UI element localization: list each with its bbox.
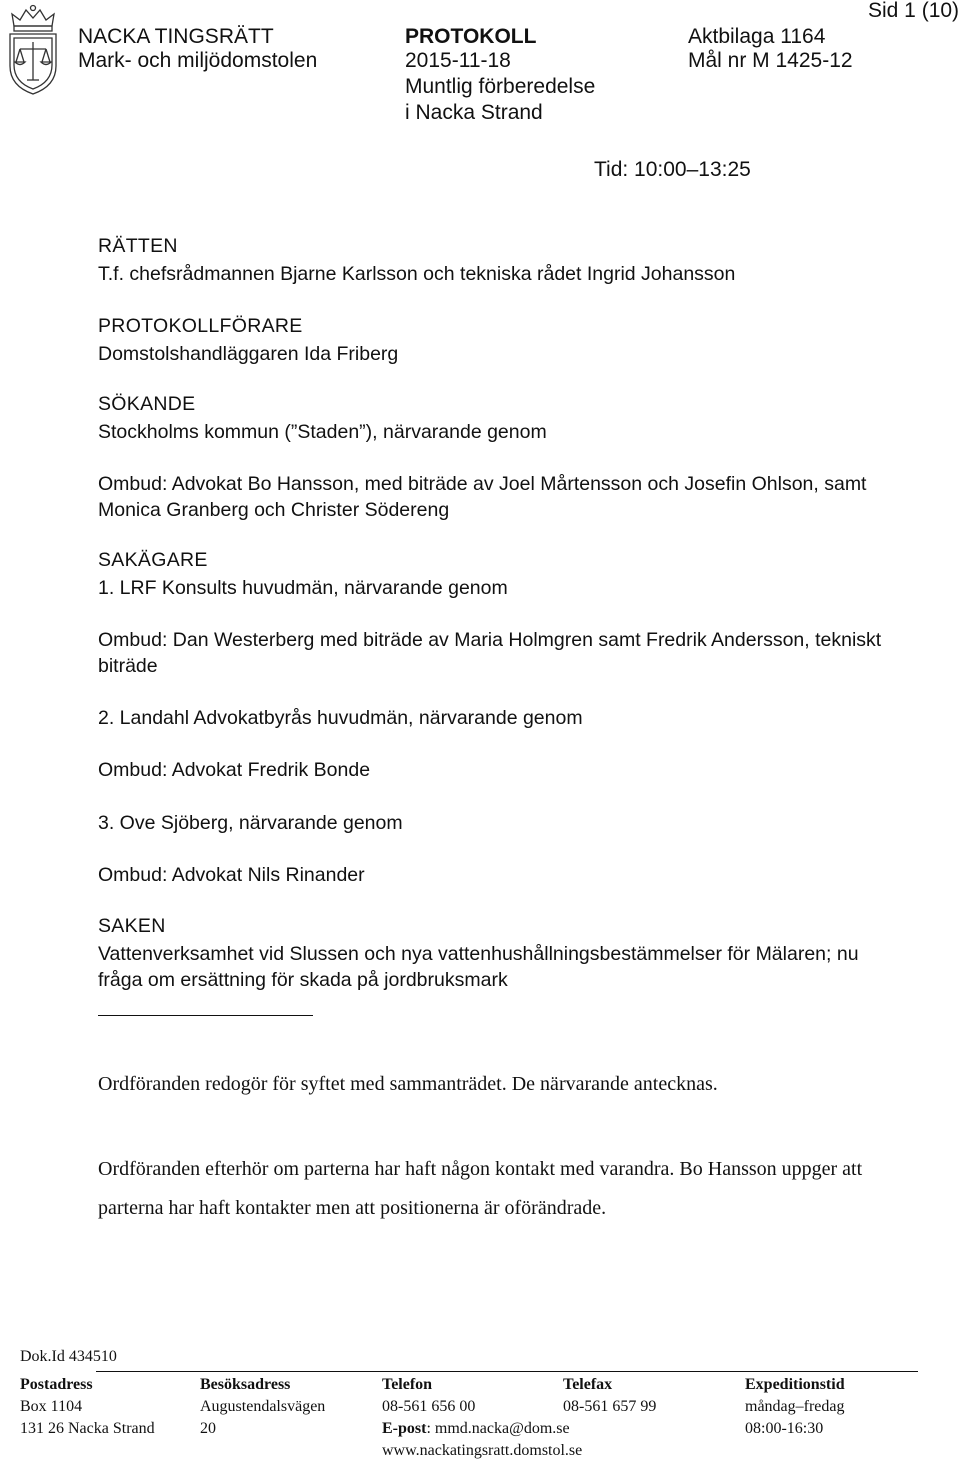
owner-2: 2. Landahl Advokatbyrås huvudmän, närvarande genom: [98, 707, 583, 729]
court-emblem-icon: [2, 4, 64, 96]
hearing-place: i Nacka Strand: [405, 101, 543, 124]
hours-column: [745, 1374, 845, 1440]
doc-date: 2015-11-18: [405, 49, 511, 72]
owner-3-counsel: Ombud: Advokat Nils Rinander: [98, 864, 365, 886]
court-name: NACKA TINGSRÄTT: [78, 25, 274, 48]
paragraph-1: Ordföranden redogör för syftet med sammanträdet. De närvarande antecknas.: [98, 1073, 718, 1095]
doc-id: Dok.Id 434510: [20, 1348, 117, 1365]
owner-1: 1. LRF Konsults huvudmän, närvarande genom: [98, 577, 508, 599]
fax-column: [563, 1374, 656, 1418]
matter-heading: SAKEN: [98, 915, 166, 937]
applicant-heading: SÖKANDE: [98, 393, 196, 415]
postal-line-1: Box 1104: [20, 1398, 83, 1415]
visit-label: Besöksadress: [200, 1376, 291, 1393]
hearing-type: Muntlig förberedelse: [405, 75, 596, 98]
website-link[interactable]: www.nackatingsratt.domstol.se: [382, 1442, 583, 1459]
phone-label: Telefon: [382, 1376, 433, 1393]
visit-column: [200, 1374, 325, 1440]
fax-label: Telefax: [563, 1376, 613, 1393]
phone-value: 08-561 656 00: [382, 1398, 476, 1415]
page-number: Sid 1 (10): [868, 0, 960, 22]
court-division: Mark- och miljödomstolen: [78, 49, 318, 72]
hours-days: måndag–fredag: [745, 1398, 845, 1415]
phone-column: [382, 1374, 582, 1462]
paragraph-2: Ordföranden efterhör om parterna har haft någon kontakt med varandra. Bo Hansson uppger att parterna har haft kontakter men att positionerna är oförändrade.: [98, 1158, 863, 1219]
owner-1-counsel: Ombud: Dan Westerberg med biträde av Maria Holmgren samt Fredrik Andersson, tekniskt biträde: [98, 629, 882, 677]
owner-3: 3. Ove Sjöberg, närvarande genom: [98, 812, 403, 834]
matter-text: Vattenverksamhet vid Slussen och nya vattenhushållningsbestämmelser för Mälaren; nu fråga om ersättning för skada på jordbruksmark: [98, 943, 859, 991]
email-line: [382, 1418, 582, 1440]
visit-line-2: 20: [200, 1420, 216, 1437]
hours-time: 08:00-16:30: [745, 1420, 824, 1437]
separator-line: [98, 1015, 313, 1016]
email-link[interactable]: : mmd.nacka@dom.se: [426, 1420, 570, 1437]
applicant-text: Stockholms kommun (”Staden”), närvarande genom: [98, 421, 547, 443]
owner-2-counsel: Ombud: Advokat Fredrik Bonde: [98, 759, 371, 781]
postal-line-2: 131 26 Nacka Strand: [20, 1420, 155, 1437]
applicant-counsel: Ombud: Advokat Bo Hansson, med biträde av Joel Mårtensson och Josefin Ohlson, samt Monica Granberg och Christer Södereng: [98, 473, 867, 521]
fax-value: 08-561 657 99: [563, 1398, 657, 1415]
clerk-heading: PROTOKOLLFÖRARE: [98, 315, 303, 337]
hours-label: Expeditionstid: [745, 1376, 845, 1393]
session-time: Tid: 10:00–13:25: [594, 158, 751, 181]
email-label: E-post: [382, 1420, 427, 1437]
postal-column: [20, 1374, 155, 1440]
court-members: T.f. chefsrådmannen Bjarne Karlsson och tekniska rådet Ingrid Johansson: [98, 263, 736, 285]
visit-line-1: Augustendalsvägen: [200, 1398, 326, 1415]
court-heading: RÄTTEN: [98, 235, 178, 257]
clerk-name: Domstolshandläggaren Ida Friberg: [98, 343, 399, 365]
footer-rule: [96, 1371, 918, 1372]
case-number: Mål nr M 1425-12: [688, 49, 853, 72]
doc-type: PROTOKOLL: [405, 25, 537, 48]
appendix-number: Aktbilaga 1164: [688, 25, 826, 48]
postal-label: Postadress: [20, 1376, 93, 1393]
owners-heading: SAKÄGARE: [98, 549, 208, 571]
